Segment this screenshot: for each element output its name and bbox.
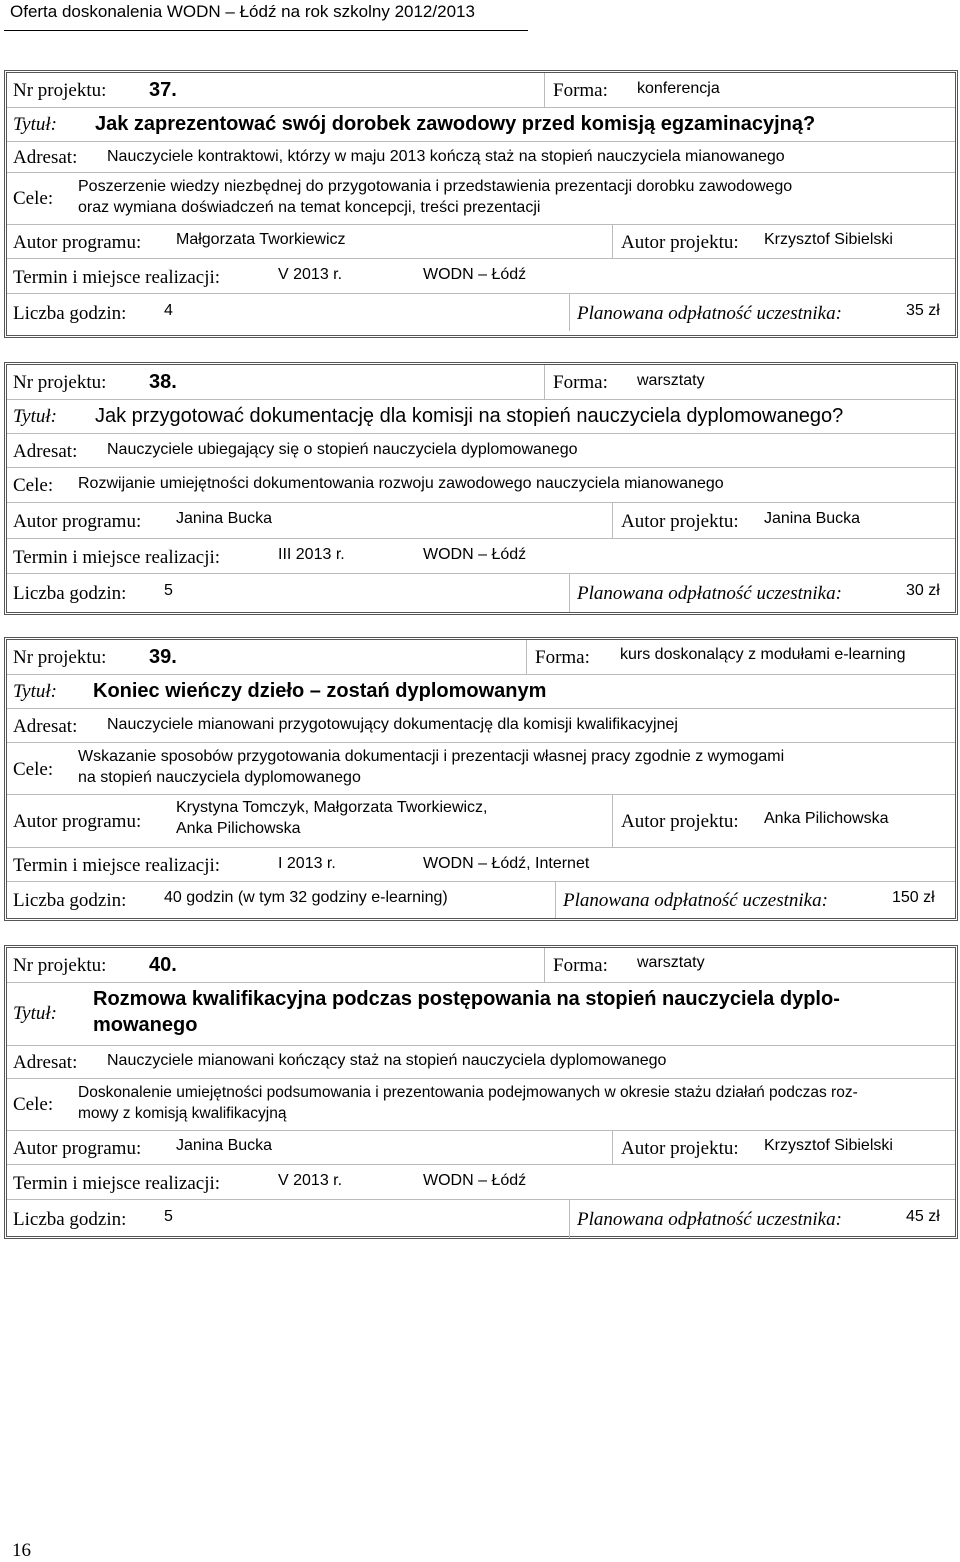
column-divider (612, 225, 613, 258)
adresat-label: Adresat: (13, 1052, 78, 1073)
row-cele (7, 1079, 955, 1131)
forma-value: warsztaty (637, 954, 705, 971)
cele-line-1: Poszerzenie wiedzy niezbędnej do przygotowania i przedstawienia prezentacji dorobku zawodowego (78, 178, 793, 195)
column-divider (526, 640, 527, 674)
tytul-label: Tytuł: (13, 406, 57, 427)
termin-label: Termin i miejsce realizacji: (13, 267, 221, 288)
forma-value: warsztaty (637, 372, 705, 389)
termin-label: Termin i miejsce realizacji: (13, 1173, 221, 1194)
forma-value: kurs doskonalący z modułami e-learning (620, 646, 906, 663)
miejsce-value: WODN – Łódź (423, 266, 527, 283)
liczba-value: 5 (164, 582, 173, 599)
autor-projektu-label: Autor projektu: (621, 1138, 739, 1159)
liczba-label: Liczba godzin: (13, 890, 127, 911)
nr-label: Nr projektu: (13, 955, 107, 976)
forma-label: Forma: (535, 647, 590, 668)
adresat-value: Nauczyciele ubiegający się o stopień nauczyciela dyplomowanego (107, 441, 578, 458)
row-tytul (7, 108, 955, 142)
row-liczba (7, 574, 955, 612)
liczba-value: 5 (164, 1208, 173, 1225)
row-termin (7, 259, 955, 294)
row-termin (7, 848, 955, 882)
project-number: 37. (149, 79, 177, 101)
cele-line-2: na stopień nauczyciela dyplomowanego (78, 769, 361, 786)
cele-label: Cele: (13, 188, 54, 209)
column-divider (569, 294, 570, 331)
column-divider (544, 73, 545, 107)
project-number: 40. (149, 954, 177, 976)
miejsce-value: WODN – Łódź (423, 1172, 527, 1189)
row-adresat (7, 709, 955, 743)
cele-label: Cele: (13, 475, 54, 496)
autor-programu-label: Autor programu: (13, 811, 142, 832)
row-cele (7, 743, 955, 795)
project-number: 39. (149, 646, 177, 668)
row-liczba (7, 882, 955, 918)
autor-programu-value: Małgorzata Tworkiewicz (176, 231, 346, 248)
header-divider (4, 30, 528, 31)
liczba-label: Liczba godzin: (13, 583, 127, 604)
column-divider (569, 574, 570, 612)
row-tytul (7, 675, 955, 709)
cele-line-1: Doskonalenie umiejętności podsumowania i prezentowania podejmowanych w okresie stażu działań podczas roz- (78, 1084, 858, 1101)
autor-programu-label: Autor programu: (13, 511, 142, 532)
autor-projektu-label: Autor projektu: (621, 511, 739, 532)
cele-line-1: Wskazanie sposobów przygotowania dokumentacji i prezentacji własnej pracy zgodnie z wymogami (78, 748, 785, 765)
autor-programu-label: Autor programu: (13, 232, 142, 253)
liczba-label: Liczba godzin: (13, 303, 127, 324)
termin-label: Termin i miejsce realizacji: (13, 547, 221, 568)
tytul-label: Tytuł: (13, 114, 57, 135)
autor-projektu-label: Autor projektu: (621, 811, 739, 832)
row-termin (7, 1165, 955, 1200)
project-card (4, 362, 958, 615)
odplatnosc-label: Planowana odpłatność uczestnika: (577, 1209, 842, 1230)
autor-programu-value: Janina Bucka (176, 1137, 273, 1154)
forma-label: Forma: (553, 372, 608, 393)
liczba-value: 4 (164, 302, 173, 319)
odplatnosc-value: 150 zł (892, 889, 935, 906)
odplatnosc-value: 30 zł (906, 582, 940, 599)
row-adresat (7, 1046, 955, 1079)
row-termin (7, 539, 955, 574)
autor-projektu-value: Krzysztof Sibielski (764, 231, 893, 248)
termin-label: Termin i miejsce realizacji: (13, 855, 221, 876)
termin-value: V 2013 r. (278, 1172, 343, 1189)
miejsce-value: WODN – Łódź (423, 546, 527, 563)
odplatnosc-value: 45 zł (906, 1208, 940, 1225)
termin-value: III 2013 r. (278, 546, 345, 563)
adresat-label: Adresat: (13, 716, 78, 737)
liczba-label: Liczba godzin: (13, 1209, 127, 1230)
project-card (4, 945, 958, 1239)
tytul-label: Tytuł: (13, 681, 57, 702)
cele-label: Cele: (13, 759, 54, 780)
project-title-line-2: mowanego (93, 1014, 198, 1036)
odplatnosc-label: Planowana odpłatność uczestnika: (577, 303, 842, 324)
column-divider (544, 948, 545, 982)
liczba-value: 40 godzin (w tym 32 godziny e-learning) (164, 889, 448, 906)
nr-label: Nr projektu: (13, 372, 107, 393)
row-adresat (7, 434, 955, 468)
column-divider (612, 795, 613, 847)
autor-projektu-value: Anka Pilichowska (764, 810, 889, 827)
cele-line-2: oraz wymiana doświadczeń na temat koncepcji, treści prezentacji (78, 199, 541, 216)
row-nr-forma (7, 73, 955, 108)
autor-projektu-value: Janina Bucka (764, 510, 861, 527)
project-card (4, 70, 958, 338)
adresat-value: Nauczyciele mianowani kończący staż na stopień nauczyciela dyplomowanego (107, 1052, 667, 1069)
page-header-title: Oferta doskonalenia WODN – Łódź na rok szkolny 2012/2013 (10, 2, 475, 21)
odplatnosc-value: 35 zł (906, 302, 940, 319)
cele-line-2: mowy z komisją kwalifikacyjną (78, 1105, 287, 1122)
column-divider (555, 882, 556, 918)
project-title: Jak przygotować dokumentację dla komisji na stopień nauczyciela dyplomowanego? (95, 405, 844, 427)
row-nr-forma (7, 365, 955, 400)
nr-label: Nr projektu: (13, 647, 107, 668)
project-title: Jak zaprezentować swój dorobek zawodowy przed komisją egzaminacyjną? (95, 113, 816, 135)
row-autorzy (7, 1131, 955, 1165)
row-nr-forma (7, 640, 955, 675)
nr-label: Nr projektu: (13, 80, 107, 101)
forma-label: Forma: (553, 955, 608, 976)
column-divider (612, 1131, 613, 1164)
forma-label: Forma: (553, 80, 608, 101)
column-divider (544, 365, 545, 399)
project-number: 38. (149, 371, 177, 393)
adresat-label: Adresat: (13, 441, 78, 462)
adresat-label: Adresat: (13, 147, 78, 168)
row-cele (7, 468, 955, 503)
row-adresat (7, 142, 955, 173)
odplatnosc-label: Planowana odpłatność uczestnika: (577, 583, 842, 604)
row-autorzy (7, 795, 955, 848)
forma-value: konferencja (637, 80, 720, 97)
termin-value: V 2013 r. (278, 266, 343, 283)
column-divider (569, 1200, 570, 1238)
autor-projektu-value: Krzysztof Sibielski (764, 1137, 893, 1154)
miejsce-value: WODN – Łódź, Internet (423, 855, 590, 872)
tytul-label: Tytuł: (13, 1003, 57, 1024)
row-autorzy (7, 225, 955, 259)
page-number: 16 (12, 1540, 31, 1561)
adresat-value: Nauczyciele mianowani przygotowujący dokumentację dla komisji kwalifikacyjnej (107, 716, 678, 733)
row-autorzy (7, 503, 955, 539)
row-liczba (7, 294, 955, 331)
row-liczba (7, 1200, 955, 1238)
adresat-value: Nauczyciele kontraktowi, którzy w maju 2013 kończą staż na stopień nauczyciela mianowanego (107, 148, 785, 165)
odplatnosc-label: Planowana odpłatność uczestnika: (563, 890, 828, 911)
project-title-line-1: Rozmowa kwalifikacyjna podczas postępowania na stopień nauczyciela dyplo- (93, 988, 840, 1010)
row-tytul (7, 983, 955, 1046)
cele-label: Cele: (13, 1094, 54, 1115)
project-card (4, 637, 958, 921)
autor-programu-line-1: Krystyna Tomczyk, Małgorzata Tworkiewicz, (176, 799, 488, 816)
autor-programu-line-2: Anka Pilichowska (176, 820, 301, 837)
row-tytul (7, 400, 955, 434)
autor-projektu-label: Autor projektu: (621, 232, 739, 253)
column-divider (612, 503, 613, 538)
autor-programu-label: Autor programu: (13, 1138, 142, 1159)
project-title: Koniec wieńczy dzieło – zostań dyplomowanym (93, 680, 547, 702)
row-nr-forma (7, 948, 955, 983)
autor-programu-value: Janina Bucka (176, 510, 273, 527)
row-cele (7, 173, 955, 225)
cele-line-1: Rozwijanie umiejętności dokumentowania rozwoju zawodowego nauczyciela mianowanego (78, 475, 724, 492)
termin-value: I 2013 r. (278, 855, 336, 872)
